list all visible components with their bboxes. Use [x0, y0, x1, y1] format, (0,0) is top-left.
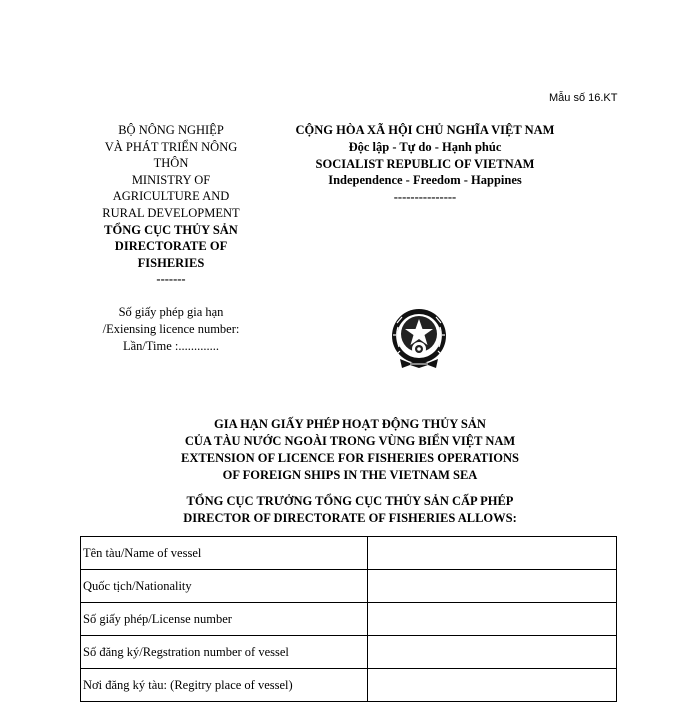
issuing-agency-header	[86, 122, 256, 288]
ministry-name-en-line3: RURAL DEVELOPMENT	[102, 205, 240, 220]
directorate-name-vi: TỔNG CỤC THỦY SẢN	[104, 222, 238, 237]
document-title-en-line1: EXTENSION OF LICENCE FOR FISHERIES OPERATIONS	[181, 451, 519, 465]
table-row	[81, 636, 617, 669]
vessel-name-label: Tên tàu/Name of vessel	[81, 537, 368, 570]
document-title-vi-line1: GIA HẠN GIẤY PHÉP HOẠT ĐỘNG THỦY SẢN	[214, 417, 486, 431]
registration-number-value	[368, 636, 617, 669]
director-directive-vi: TỔNG CỤC TRƯỞNG TỔNG CỤC THỦY SẢN CẤP PHÉP	[186, 494, 514, 508]
nationality-label: Quốc tịch/Nationality	[81, 570, 368, 603]
table-row	[81, 603, 617, 636]
table-row	[81, 537, 617, 570]
vessel-name-value	[368, 537, 617, 570]
ministry-name-en-line2: AGRICULTURE AND	[112, 189, 230, 204]
form-code: Mẫu số 16.KT	[549, 92, 618, 104]
directorate-name-en-line1: DIRECTORATE OF	[114, 239, 228, 254]
ministry-name-vi-line2: VÀ PHÁT TRIỂN NÔNG	[104, 139, 238, 154]
document-title-vi-line2: CỦA TÀU NƯỚC NGOÀI TRONG VÙNG BIỂN VIỆT NAM	[184, 434, 516, 448]
left-header-divider: -------	[156, 272, 186, 287]
ministry-name-en-line1: MINISTRY OF	[131, 172, 211, 187]
licence-number-label-vi: Số giấy phép gia hạn	[118, 305, 224, 319]
nationality-value	[368, 570, 617, 603]
directorate-name-en-line2: FISHERIES	[137, 255, 205, 270]
licence-number-label-en: /Exiensing licence number:	[102, 321, 240, 336]
national-header	[270, 122, 580, 206]
ministry-name-vi-line1: BỘ NÔNG NGHIỆP	[118, 123, 224, 137]
licence-number-block	[86, 304, 256, 354]
registry-place-label: Nơi đăng ký tàu: (Regitry place of vessel)	[81, 669, 368, 702]
document-title	[100, 416, 600, 484]
license-number-label: Số giấy phép/License number	[81, 603, 368, 636]
table-row	[81, 570, 617, 603]
director-directive-en: DIRECTOR OF DIRECTORATE OF FISHERIES ALLOWS:	[183, 511, 517, 525]
national-motto-en: Independence - Freedom - Happines	[328, 173, 522, 188]
table-row	[81, 669, 617, 702]
right-header-divider: ---------------	[393, 190, 457, 205]
document-title-en-line2: OF FOREIGN SHIPS IN THE VIETNAM SEA	[222, 468, 478, 482]
ministry-name-vi-line3: THÔN	[153, 156, 189, 171]
republic-name-en: SOCIALIST REPUBLIC OF VIETNAM	[315, 156, 535, 171]
republic-name-vi: CỘNG HÒA XÃ HỘI CHỦ NGHĨA VIỆT NAM	[295, 123, 555, 137]
national-motto-vi: Độc lập - Tự do - Hạnh phúc	[348, 139, 502, 154]
registration-number-label: Số đăng ký/Regstration number of vessel	[81, 636, 368, 669]
registry-place-value	[368, 669, 617, 702]
national-emblem-icon	[390, 305, 448, 373]
director-directive	[100, 493, 600, 527]
licence-time-field: Lần/Time :.............	[122, 338, 220, 353]
vessel-info-table	[80, 536, 617, 702]
license-number-value	[368, 603, 617, 636]
